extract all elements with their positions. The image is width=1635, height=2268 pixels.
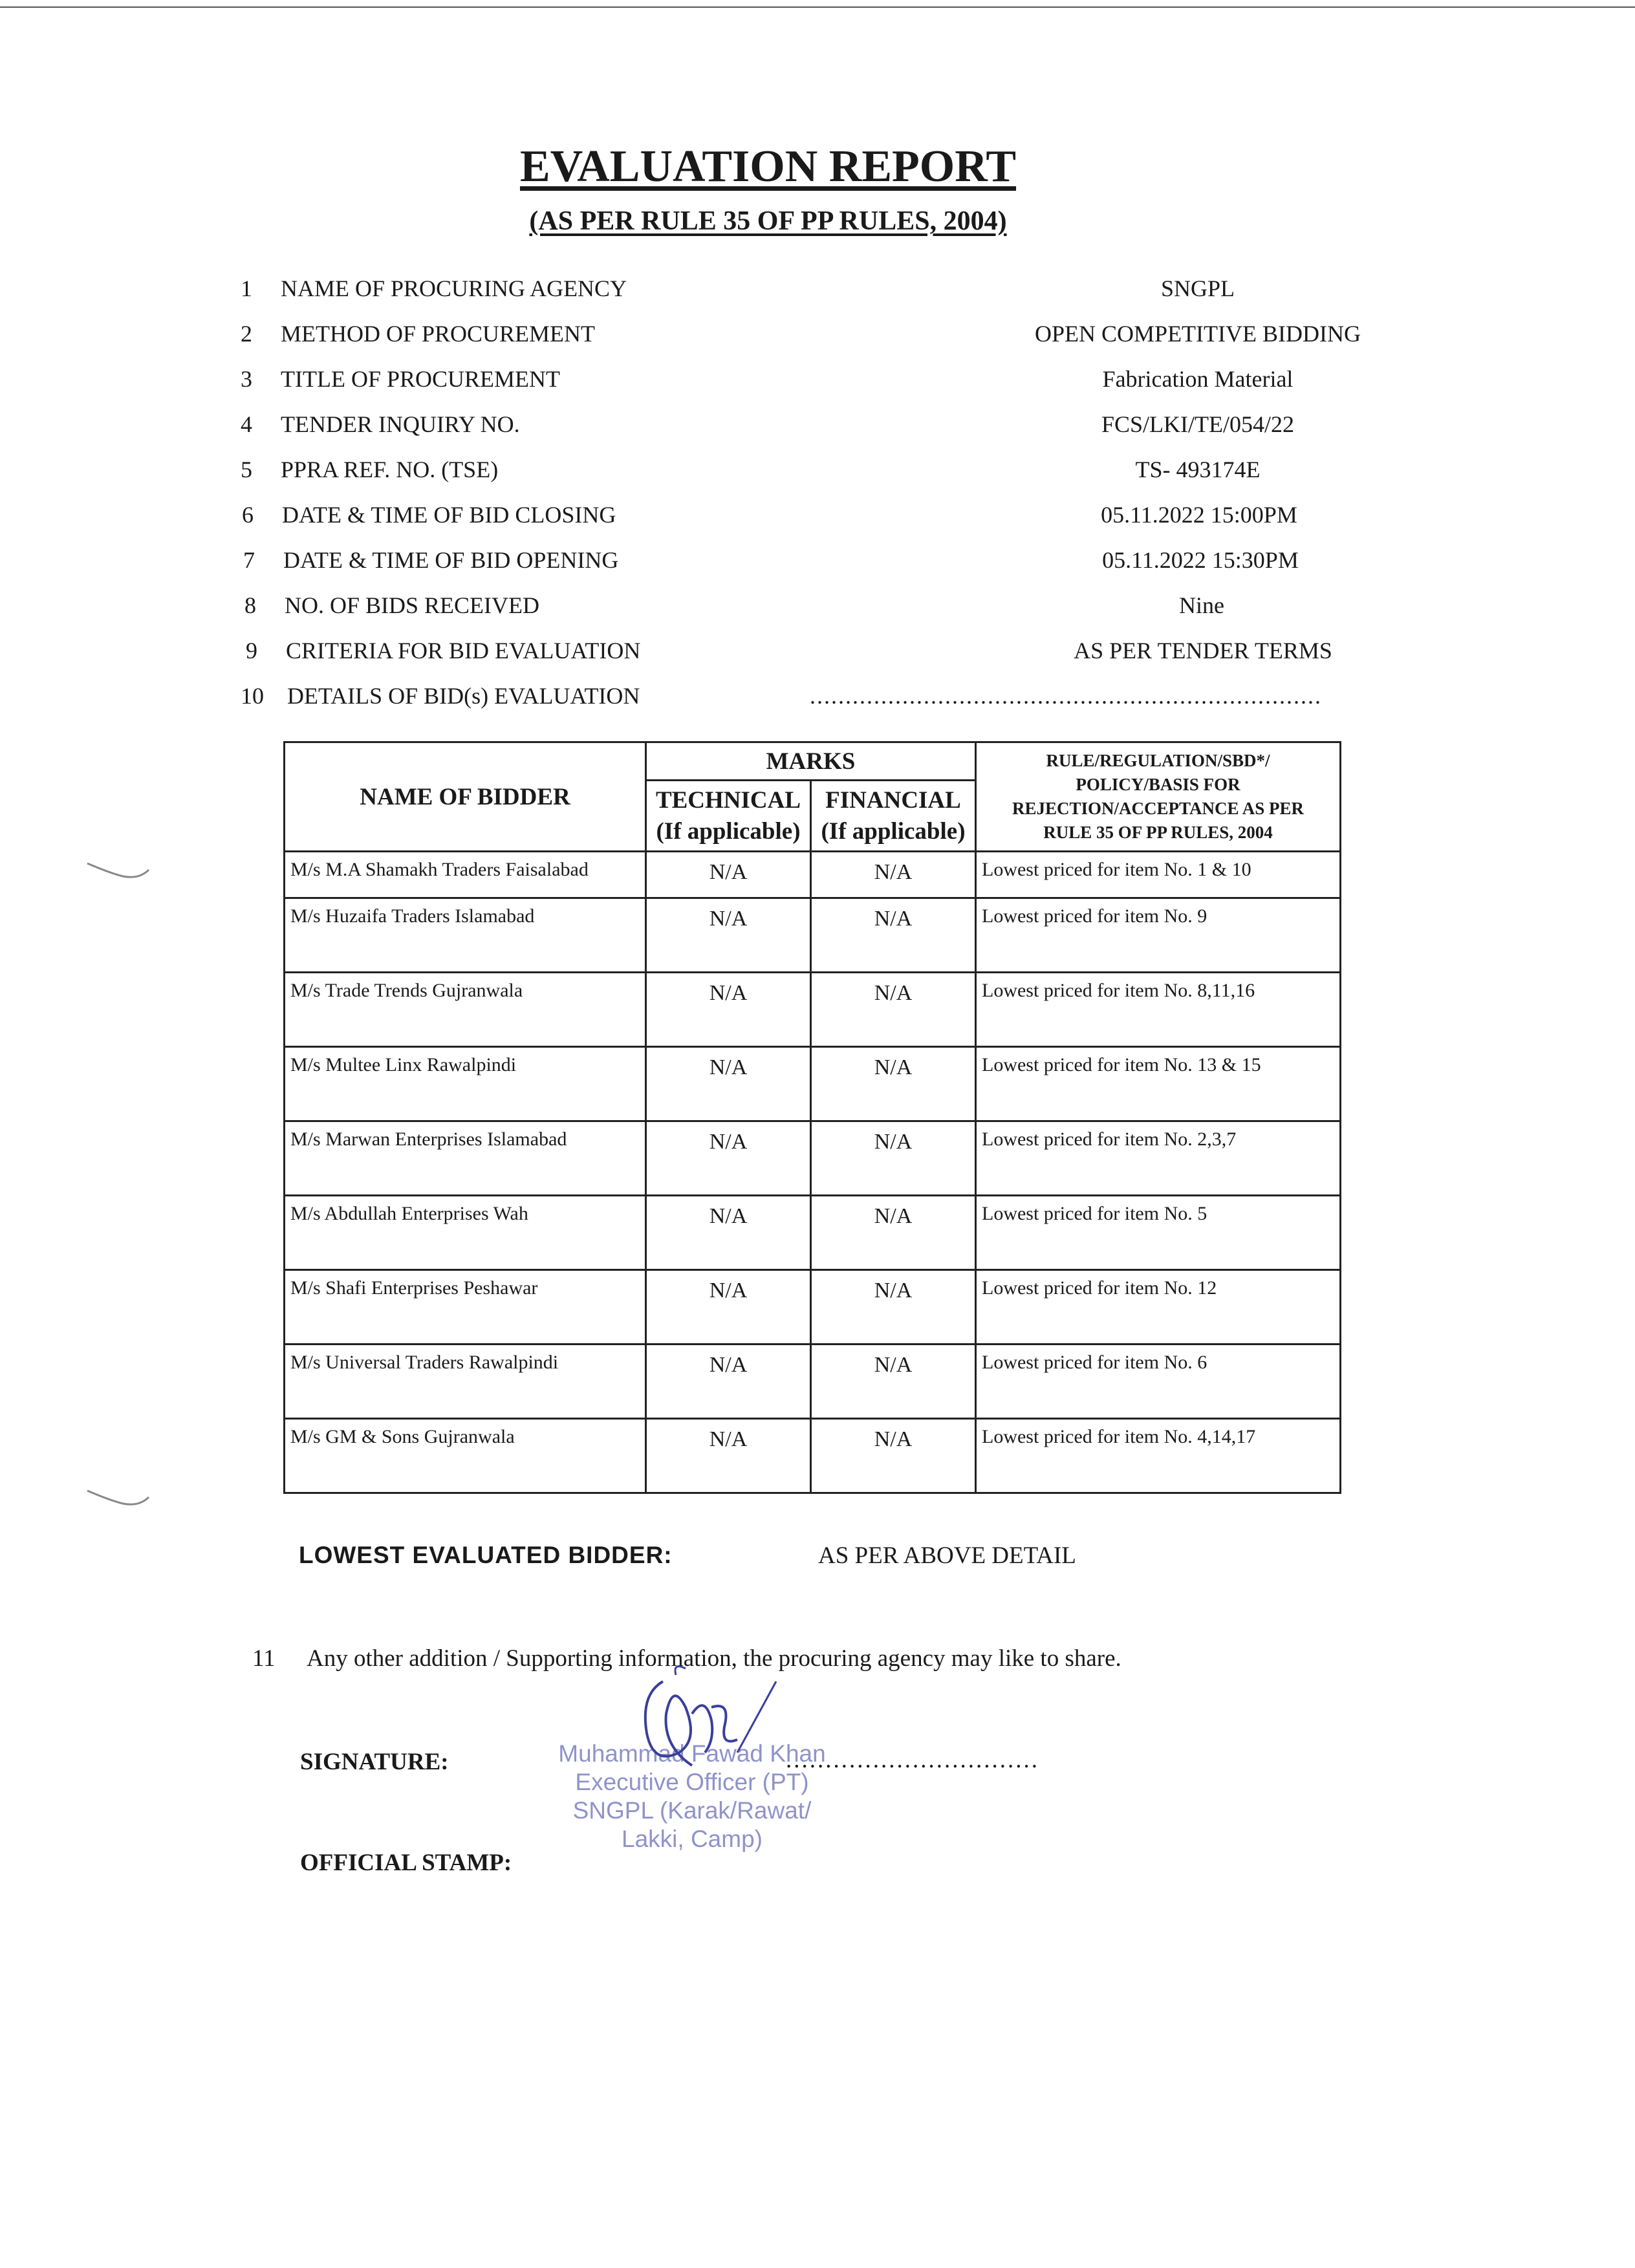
table-row — [285, 1121, 1341, 1196]
evaluation-basis: Lowest priced for item No. 5 — [976, 1196, 1341, 1270]
field-value: FCS/LKI/TE/054/22 — [1101, 411, 1295, 437]
financial-marks: N/A — [811, 898, 976, 973]
stamp-line: Executive Officer (PT) — [575, 1769, 809, 1795]
signature-label: SIGNATURE: — [300, 1749, 449, 1775]
evaluation-basis: Lowest priced for item No. 1 & 10 — [976, 852, 1341, 898]
table-row — [285, 852, 1341, 898]
financial-marks: N/A — [811, 1196, 976, 1270]
table-row — [285, 973, 1341, 1047]
evaluation-basis: Lowest priced for item No. 8,11,16 — [976, 973, 1341, 1047]
field-label: METHOD OF PROCUREMENT — [281, 321, 596, 347]
field-value: 05.11.2022 15:00PM — [1101, 502, 1297, 528]
header-technical-label: TECHNICAL — [655, 786, 801, 814]
field-label: Any other addition / Supporting information, the procuring agency may like to share. — [307, 1645, 1121, 1672]
financial-marks: N/A — [811, 852, 976, 898]
header-rule-line: POLICY/BASIS FOR — [1076, 775, 1240, 794]
stamp-line: Muhammad Fawad Khan — [558, 1740, 826, 1767]
bidder-name: M/s Trade Trends Gujranwala — [285, 973, 646, 1047]
field-value: Nine — [1179, 592, 1224, 618]
table-row — [285, 898, 1341, 973]
field-value: Fabrication Material — [1102, 366, 1294, 392]
field-value: SNGPL — [1160, 275, 1235, 301]
bidder-evaluation-table — [283, 741, 1341, 1494]
evaluation-basis: Lowest priced for item No. 2,3,7 — [976, 1121, 1341, 1196]
field-label: NO. OF BIDS RECEIVED — [285, 592, 540, 618]
table-row — [285, 1196, 1341, 1270]
field-label: DATE & TIME OF BID OPENING — [283, 547, 619, 573]
field-number: 7 — [243, 547, 255, 573]
field-number: 2 — [241, 321, 252, 347]
bidder-name: M/s Shafi Enterprises Peshawar — [285, 1270, 646, 1345]
stamp-line: Lakki, Camp) — [622, 1826, 763, 1852]
evaluation-basis: Lowest priced for item No. 6 — [976, 1345, 1341, 1419]
technical-marks: N/A — [646, 1270, 811, 1345]
technical-marks: N/A — [646, 1047, 811, 1121]
financial-marks: N/A — [811, 973, 976, 1047]
technical-marks: N/A — [646, 973, 811, 1047]
bidder-name: M/s Universal Traders Rawalpindi — [285, 1345, 646, 1419]
header-name-of-bidder: NAME OF BIDDER — [285, 742, 646, 852]
punch-hole-mark — [84, 854, 155, 892]
header-financial-label: FINANCIAL — [825, 786, 961, 814]
lowest-bidder-value: AS PER ABOVE DETAIL — [818, 1542, 1076, 1569]
evaluation-basis: Lowest priced for item No. 12 — [976, 1270, 1341, 1345]
stamp-line: SNGPL (Karak/Rawat/ — [572, 1797, 812, 1824]
field-label: DATE & TIME OF BID CLOSING — [282, 502, 616, 528]
header-marks: MARKS — [646, 742, 976, 781]
field-label: NAME OF PROCURING AGENCY — [281, 275, 627, 301]
field-label: TITLE OF PROCUREMENT — [281, 366, 560, 392]
header-rule-line: REJECTION/ACCEPTANCE AS PER — [1012, 799, 1305, 818]
table-row — [285, 1270, 1341, 1345]
table-row — [285, 1047, 1341, 1121]
bidder-name: M/s Huzaifa Traders Islamabad — [285, 898, 646, 973]
field-number: 1 — [241, 275, 252, 301]
bidder-name: M/s Abdullah Enterprises Wah — [285, 1196, 646, 1270]
evaluation-basis: Lowest priced for item No. 9 — [976, 898, 1341, 973]
field-number: 11 — [252, 1645, 276, 1672]
bidder-name: M/s Marwan Enterprises Islamabad — [285, 1121, 646, 1196]
table-row — [285, 1345, 1341, 1419]
report-title: EVALUATION REPORT — [519, 142, 1017, 191]
evaluation-basis: Lowest priced for item No. 4,14,17 — [976, 1419, 1341, 1493]
field-number: 9 — [246, 638, 257, 664]
field-value: OPEN COMPETITIVE BIDDING — [1035, 321, 1361, 347]
technical-marks: N/A — [646, 898, 811, 973]
field-value: AS PER TENDER TERMS — [1074, 638, 1332, 664]
technical-marks: N/A — [646, 1196, 811, 1270]
financial-marks: N/A — [811, 1419, 976, 1493]
technical-marks: N/A — [646, 1345, 811, 1419]
field-number: 5 — [241, 457, 252, 482]
field-number: 6 — [242, 502, 254, 528]
signature-line: ................................ — [786, 1747, 1039, 1773]
bidder-name: M/s Multee Linx Rawalpindi — [285, 1047, 646, 1121]
handwritten-signature — [601, 1656, 808, 1804]
header-rule-line: RULE/REGULATION/SBD*/ — [1046, 751, 1270, 770]
field-number: 3 — [241, 366, 252, 392]
field-label: DETAILS OF BID(s) EVALUATION — [287, 683, 640, 709]
header-financial-sub: (If applicable) — [821, 817, 966, 845]
header-technical-sub: (If applicable) — [656, 817, 801, 845]
field-number: 8 — [244, 592, 256, 618]
field-value: TS- 493174E — [1135, 457, 1261, 482]
header-rule-line: RULE 35 OF PP RULES, 2004 — [1043, 823, 1273, 842]
lowest-bidder-label: LOWEST EVALUATED BIDDER: — [299, 1542, 673, 1568]
financial-marks: N/A — [811, 1270, 976, 1345]
punch-hole-mark — [84, 1481, 155, 1520]
report-subtitle: (AS PER RULE 35 OF PP RULES, 2004) — [529, 206, 1007, 236]
official-stamp-label: OFFICIAL STAMP: — [300, 1850, 512, 1876]
financial-marks: N/A — [811, 1121, 976, 1196]
field-label: CRITERIA FOR BID EVALUATION — [286, 638, 641, 664]
technical-marks: N/A — [646, 1121, 811, 1196]
field-number: 4 — [241, 411, 252, 437]
header-rule-basis — [976, 742, 1341, 852]
bidder-name: M/s GM & Sons Gujranwala — [285, 1419, 646, 1493]
technical-marks: N/A — [646, 1419, 811, 1493]
field-label: TENDER INQUIRY NO. — [281, 411, 520, 437]
table-row — [285, 1419, 1341, 1493]
field-label: PPRA REF. NO. (TSE) — [281, 457, 499, 482]
header-financial — [811, 781, 976, 852]
financial-marks: N/A — [811, 1345, 976, 1419]
field-number: 10 — [241, 683, 264, 709]
financial-marks: N/A — [811, 1047, 976, 1121]
field-value: 05.11.2022 15:30PM — [1102, 547, 1299, 573]
header-technical — [646, 781, 811, 852]
field-value-dots: ........................................................................ — [810, 683, 1322, 709]
technical-marks: N/A — [646, 852, 811, 898]
bidder-name: M/s M.A Shamakh Traders Faisalabad — [285, 852, 646, 898]
evaluation-basis: Lowest priced for item No. 13 & 15 — [976, 1047, 1341, 1121]
top-edge-line — [0, 6, 1635, 8]
